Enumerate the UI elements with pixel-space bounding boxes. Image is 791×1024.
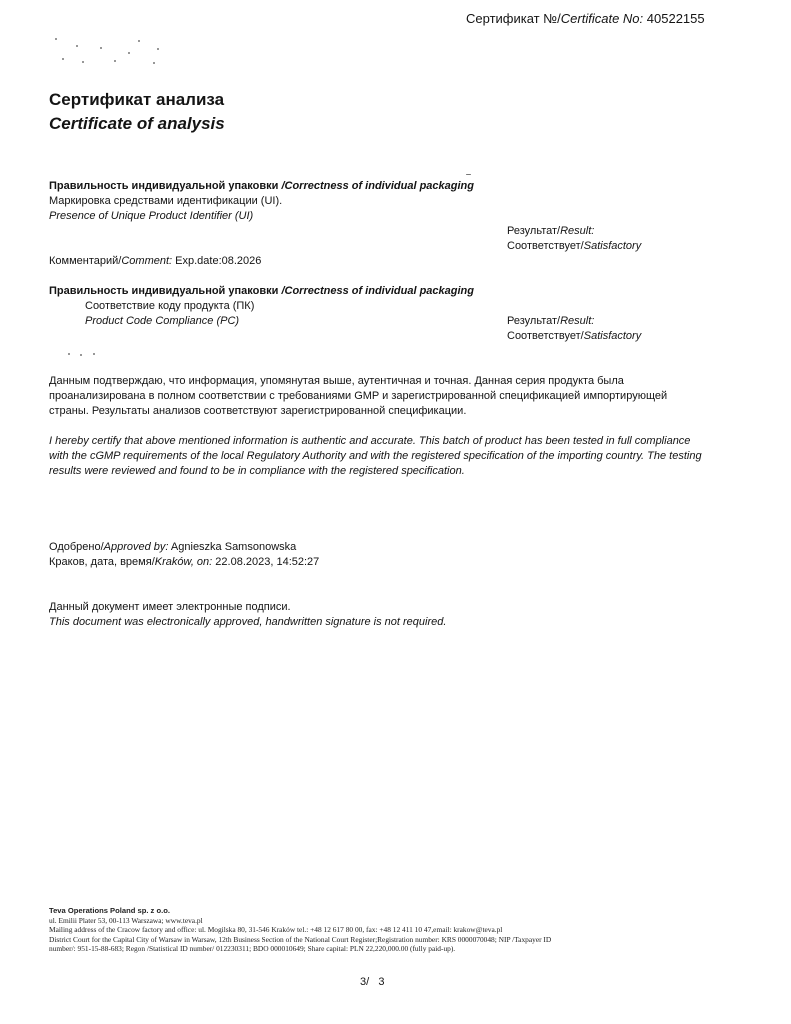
- section2-result-label: Результат/Result:: [507, 315, 595, 327]
- approver-name: Agnieszka Samsonowska: [170, 541, 297, 553]
- certificate-label-en: Certificate No:: [560, 11, 644, 26]
- section1-heading-ru: Правильность индивидуальной упаковки: [49, 180, 279, 192]
- certification-ru: Данным подтверждаю, что информация, упомянутая выше, аутентичная и точная. Данная серия продукта была проанализирована в полном соответствии с требованиями GMP и зарегистрированной спецификацией импортирующей страны. Результаты анализов соответствуют зарегистрированной спецификации.: [49, 375, 668, 417]
- esign-note-en: This document was electronically approved, handwritten signature is not required.: [49, 616, 447, 628]
- section2-heading-ru: Правильность индивидуальной упаковки: [49, 285, 279, 297]
- section2-line-ru: Соответствие коду продукта (ПК): [85, 300, 255, 312]
- section1-result-value: Соответствует/Satisfactory: [507, 240, 642, 252]
- footer-mailing-address: Mailing address of the Cracow factory and office: ul. Mogilska 80, 31-546 Kraków tel.: +48 12 617 80 00, fax: +48 12 411 10 47,email: krakow@teva.pl: [49, 925, 503, 934]
- section1-result-label: Результат/Result:: [507, 225, 595, 237]
- section2-heading: [49, 284, 474, 299]
- approval-datetime: Краков, дата, время/Kraków, on: 22.08.2023, 14:52:27: [49, 556, 320, 568]
- certificate-number: 40522155: [646, 11, 705, 26]
- footer-registration-cont: number/: 951-15-88-683; Regon /Statistical ID number/ 012230311; BDO 000010649; Share capital: PLN 22,220,000.00 (fully paid-up).: [49, 944, 456, 953]
- section2-heading-en: /Correctness of individual packaging: [281, 285, 474, 297]
- footer-address: ul. Emilii Plater 53, 00-113 Warszawa; www.teva.pl: [49, 915, 203, 925]
- page-number: 3/ 3: [360, 976, 385, 988]
- approval-date: 22.08.2023, 14:52:27: [215, 556, 320, 568]
- section1-line-ru: Маркировка средствами идентификации (UI).: [49, 195, 283, 207]
- comment-value: Exp.date:08.2026: [175, 255, 262, 267]
- certificate-number-line: [466, 11, 705, 26]
- page-title-en: Certificate of analysis: [49, 114, 225, 133]
- section2-line-en: Product Code Compliance (PC): [85, 315, 240, 327]
- section1-heading-en: /Correctness of individual packaging: [281, 180, 474, 192]
- section1-comment: Комментарий/Comment: Exp.date:08.2026: [49, 255, 262, 267]
- page-title: Сертификат анализа: [49, 90, 225, 109]
- footer-registration: District Court for the Capital City of Warsaw in Warsaw, 12th Business Section of the National Court Register;Registration number: KRS 0000070048; NIP /Taxpayer ID: [49, 934, 552, 944]
- approved-by: Одобрено/Approved by: Agnieszka Samsonowska: [49, 541, 297, 553]
- footer-company: Teva Operations Poland sp. z o.o.: [49, 906, 170, 915]
- certification-en: I hereby certify that above mentioned information is authentic and accurate. This batch of product has been tested in full compliance with the cGMP requirements of the local Regulatory Authority and with the registered specification of the importing country. The testing results were reviewed and found to be in compliance with the registered specification.: [49, 435, 702, 477]
- section1-heading: [49, 179, 474, 194]
- section2-result-value: Соответствует/Satisfactory: [507, 330, 642, 342]
- section1-line-en: Presence of Unique Product Identifier (UI): [49, 210, 254, 222]
- certificate-label: Сертификат №/: [466, 11, 561, 26]
- footer: [49, 906, 551, 954]
- esign-note-ru: Данный документ имеет электронные подписи.: [49, 601, 291, 613]
